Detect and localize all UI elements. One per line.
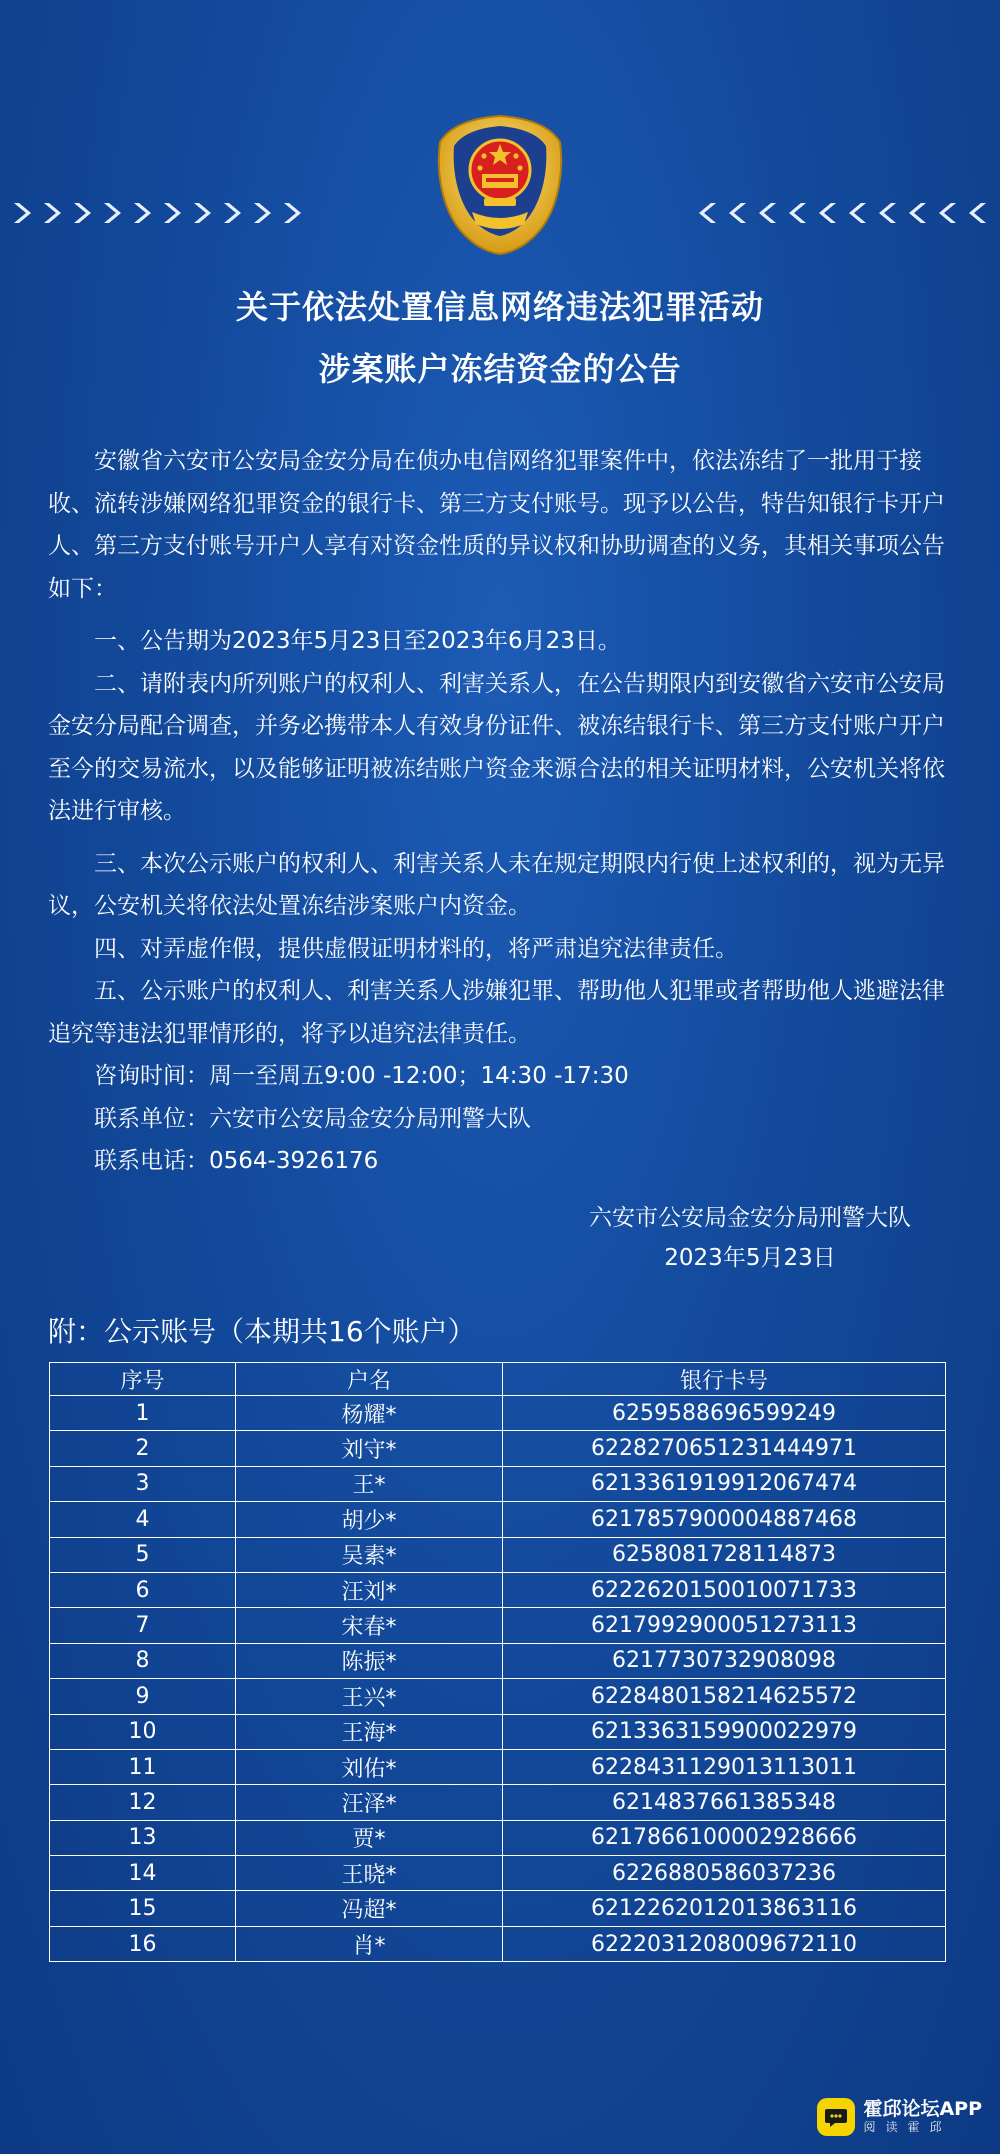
table-row	[50, 1820, 946, 1855]
table-row	[50, 1679, 946, 1714]
row-name: 刘守*	[236, 1431, 503, 1466]
row-name: 杨耀*	[236, 1396, 503, 1431]
row-index: 10	[50, 1714, 236, 1749]
chevron-right-icon	[280, 200, 306, 226]
police-emblem-icon	[432, 112, 568, 256]
table-row	[50, 1502, 946, 1537]
row-card-number: 6258081728114873	[503, 1537, 946, 1572]
row-card-number: 6228270651231444971	[503, 1431, 946, 1466]
row-index: 2	[50, 1431, 236, 1466]
chevron-right-icon	[10, 200, 36, 226]
row-card-number: 6213363159900022979	[503, 1714, 946, 1749]
row-index: 12	[50, 1785, 236, 1820]
page-title-line2: 涉案账户冻结资金的公告	[318, 350, 682, 388]
row-card-number: 6212262012013863116	[503, 1891, 946, 1926]
row-name: 吴素*	[236, 1537, 503, 1572]
chevron-right-icon	[70, 200, 96, 226]
item-3: 三、本次公示账户的权利人、利害关系人未在规定期限内行使上述权利的，视为无异议，公安机关将依法处置冻结涉案账户内资金。	[48, 850, 945, 919]
table-row	[50, 1572, 946, 1607]
table-row	[50, 1856, 946, 1891]
row-index: 11	[50, 1749, 236, 1784]
row-name: 王*	[236, 1466, 503, 1501]
row-index: 6	[50, 1572, 236, 1607]
row-name: 贾*	[236, 1820, 503, 1855]
item-2: 二、请附表内所列账户的权利人、利害关系人，在公告期限内到安徽省六安市公安局金安分局配合调查，并务必携带本人有效身份证件、被冻结银行卡、第三方支付账户开户至今的交易流水，以及能够证明被冻结账户资金来源合法的相关证明材料，公安机关将依法进行审核。	[48, 670, 945, 824]
row-index: 13	[50, 1820, 236, 1855]
attachment-title: 附：公示账号（本期共16个账户）	[48, 1315, 476, 1348]
contact-unit: 联系单位：六安市公安局金安分局刑警大队	[94, 1105, 531, 1132]
left-chevron-row	[10, 200, 306, 232]
row-name: 宋春*	[236, 1608, 503, 1643]
table-row	[50, 1466, 946, 1501]
row-name: 汪泽*	[236, 1785, 503, 1820]
table-row	[50, 1749, 946, 1784]
chevron-left-icon	[814, 200, 840, 226]
chevron-left-icon	[724, 200, 750, 226]
row-name: 肖*	[236, 1926, 503, 1961]
chevron-left-icon	[904, 200, 930, 226]
table-row	[50, 1537, 946, 1572]
chevron-right-icon	[160, 200, 186, 226]
table-header-row	[50, 1363, 946, 1396]
chevron-left-icon	[874, 200, 900, 226]
header-name: 户名	[236, 1363, 503, 1396]
row-name: 刘佑*	[236, 1749, 503, 1784]
page-title-line1: 关于依法处置信息网络违法犯罪活动	[235, 288, 764, 326]
row-index: 16	[50, 1926, 236, 1961]
table-row	[50, 1643, 946, 1678]
consult-hours: 咨询时间：周一至周五9:00 -12:00；14:30 -17:30	[94, 1063, 629, 1089]
table-row	[50, 1714, 946, 1749]
chat-bubble-icon	[817, 2098, 855, 2136]
row-index: 8	[50, 1643, 236, 1678]
row-card-number: 6228431129013113011	[503, 1749, 946, 1784]
signature-date: 2023年5月23日	[664, 1245, 836, 1271]
chevron-left-icon	[754, 200, 780, 226]
chevron-right-icon	[40, 200, 66, 226]
row-name: 王晓*	[236, 1856, 503, 1891]
chevron-left-icon	[934, 200, 960, 226]
chevron-right-icon	[220, 200, 246, 226]
row-index: 4	[50, 1502, 236, 1537]
app-watermark	[817, 2098, 982, 2136]
row-card-number: 6214837661385348	[503, 1785, 946, 1820]
item-4: 四、对弄虚作假，提供虚假证明材料的，将严肃追究法律责任。	[94, 935, 738, 962]
row-card-number: 6217730732908098	[503, 1643, 946, 1678]
row-index: 5	[50, 1537, 236, 1572]
accounts-table	[49, 1362, 946, 1962]
table-row	[50, 1396, 946, 1431]
row-card-number: 6217992900051273113	[503, 1608, 946, 1643]
item-1: 一、公告期为2023年5月23日至2023年6月23日。	[94, 628, 621, 654]
notice-body	[48, 440, 948, 1183]
item-5: 五、公示账户的权利人、利害关系人涉嫌犯罪、帮助他人犯罪或者帮助他人逃避法律追究等违法犯罪情形的，将予以追究法律责任。	[48, 978, 945, 1047]
contact-phone: 联系电话：0564-3926176	[94, 1148, 379, 1174]
table-row	[50, 1431, 946, 1466]
row-index: 15	[50, 1891, 236, 1926]
row-card-number: 6222031208009672110	[503, 1926, 946, 1961]
chevron-right-icon	[130, 200, 156, 226]
right-chevron-row	[694, 200, 990, 232]
row-name: 汪刘*	[236, 1572, 503, 1607]
row-name: 陈振*	[236, 1643, 503, 1678]
header-card-number: 银行卡号	[503, 1363, 946, 1396]
row-name: 冯超*	[236, 1891, 503, 1926]
row-index: 14	[50, 1856, 236, 1891]
row-card-number: 6259588696599249	[503, 1396, 946, 1431]
watermark-sub: 阅读霍邱	[863, 2120, 952, 2135]
chevron-left-icon	[694, 200, 720, 226]
row-index: 1	[50, 1396, 236, 1431]
row-name: 王海*	[236, 1714, 503, 1749]
row-name: 胡少*	[236, 1502, 503, 1537]
header-index: 序号	[50, 1363, 236, 1396]
table-row	[50, 1891, 946, 1926]
row-card-number: 6217857900004887468	[503, 1502, 946, 1537]
row-name: 王兴*	[236, 1679, 503, 1714]
chevron-right-icon	[250, 200, 276, 226]
chevron-right-icon	[190, 200, 216, 226]
row-card-number: 6213361919912067474	[503, 1466, 946, 1501]
row-index: 9	[50, 1679, 236, 1714]
row-card-number: 6217866100002928666	[503, 1820, 946, 1855]
signature-org: 六安市公安局金安分局刑警大队	[589, 1205, 911, 1231]
row-index: 3	[50, 1466, 236, 1501]
chevron-left-icon	[964, 200, 990, 226]
table-row	[50, 1785, 946, 1820]
chevron-left-icon	[844, 200, 870, 226]
row-card-number: 6222620150010071733	[503, 1572, 946, 1607]
table-row	[50, 1608, 946, 1643]
row-card-number: 6226880586037236	[503, 1856, 946, 1891]
chevron-left-icon	[784, 200, 810, 226]
chevron-right-icon	[100, 200, 126, 226]
row-card-number: 6228480158214625572	[503, 1679, 946, 1714]
table-row	[50, 1926, 946, 1961]
row-index: 7	[50, 1608, 236, 1643]
intro-paragraph: 安徽省六安市公安局金安分局在侦办电信网络犯罪案件中，依法冻结了一批用于接收、流转涉嫌网络犯罪资金的银行卡、第三方支付账号。现予以公告，特告知银行卡开户人、第三方支付账号开户人享有对资金性质的异议权和协助调查的义务，其相关事项公告如下：	[48, 448, 945, 602]
watermark-app-name: 霍邱论坛APP	[863, 2098, 982, 2121]
